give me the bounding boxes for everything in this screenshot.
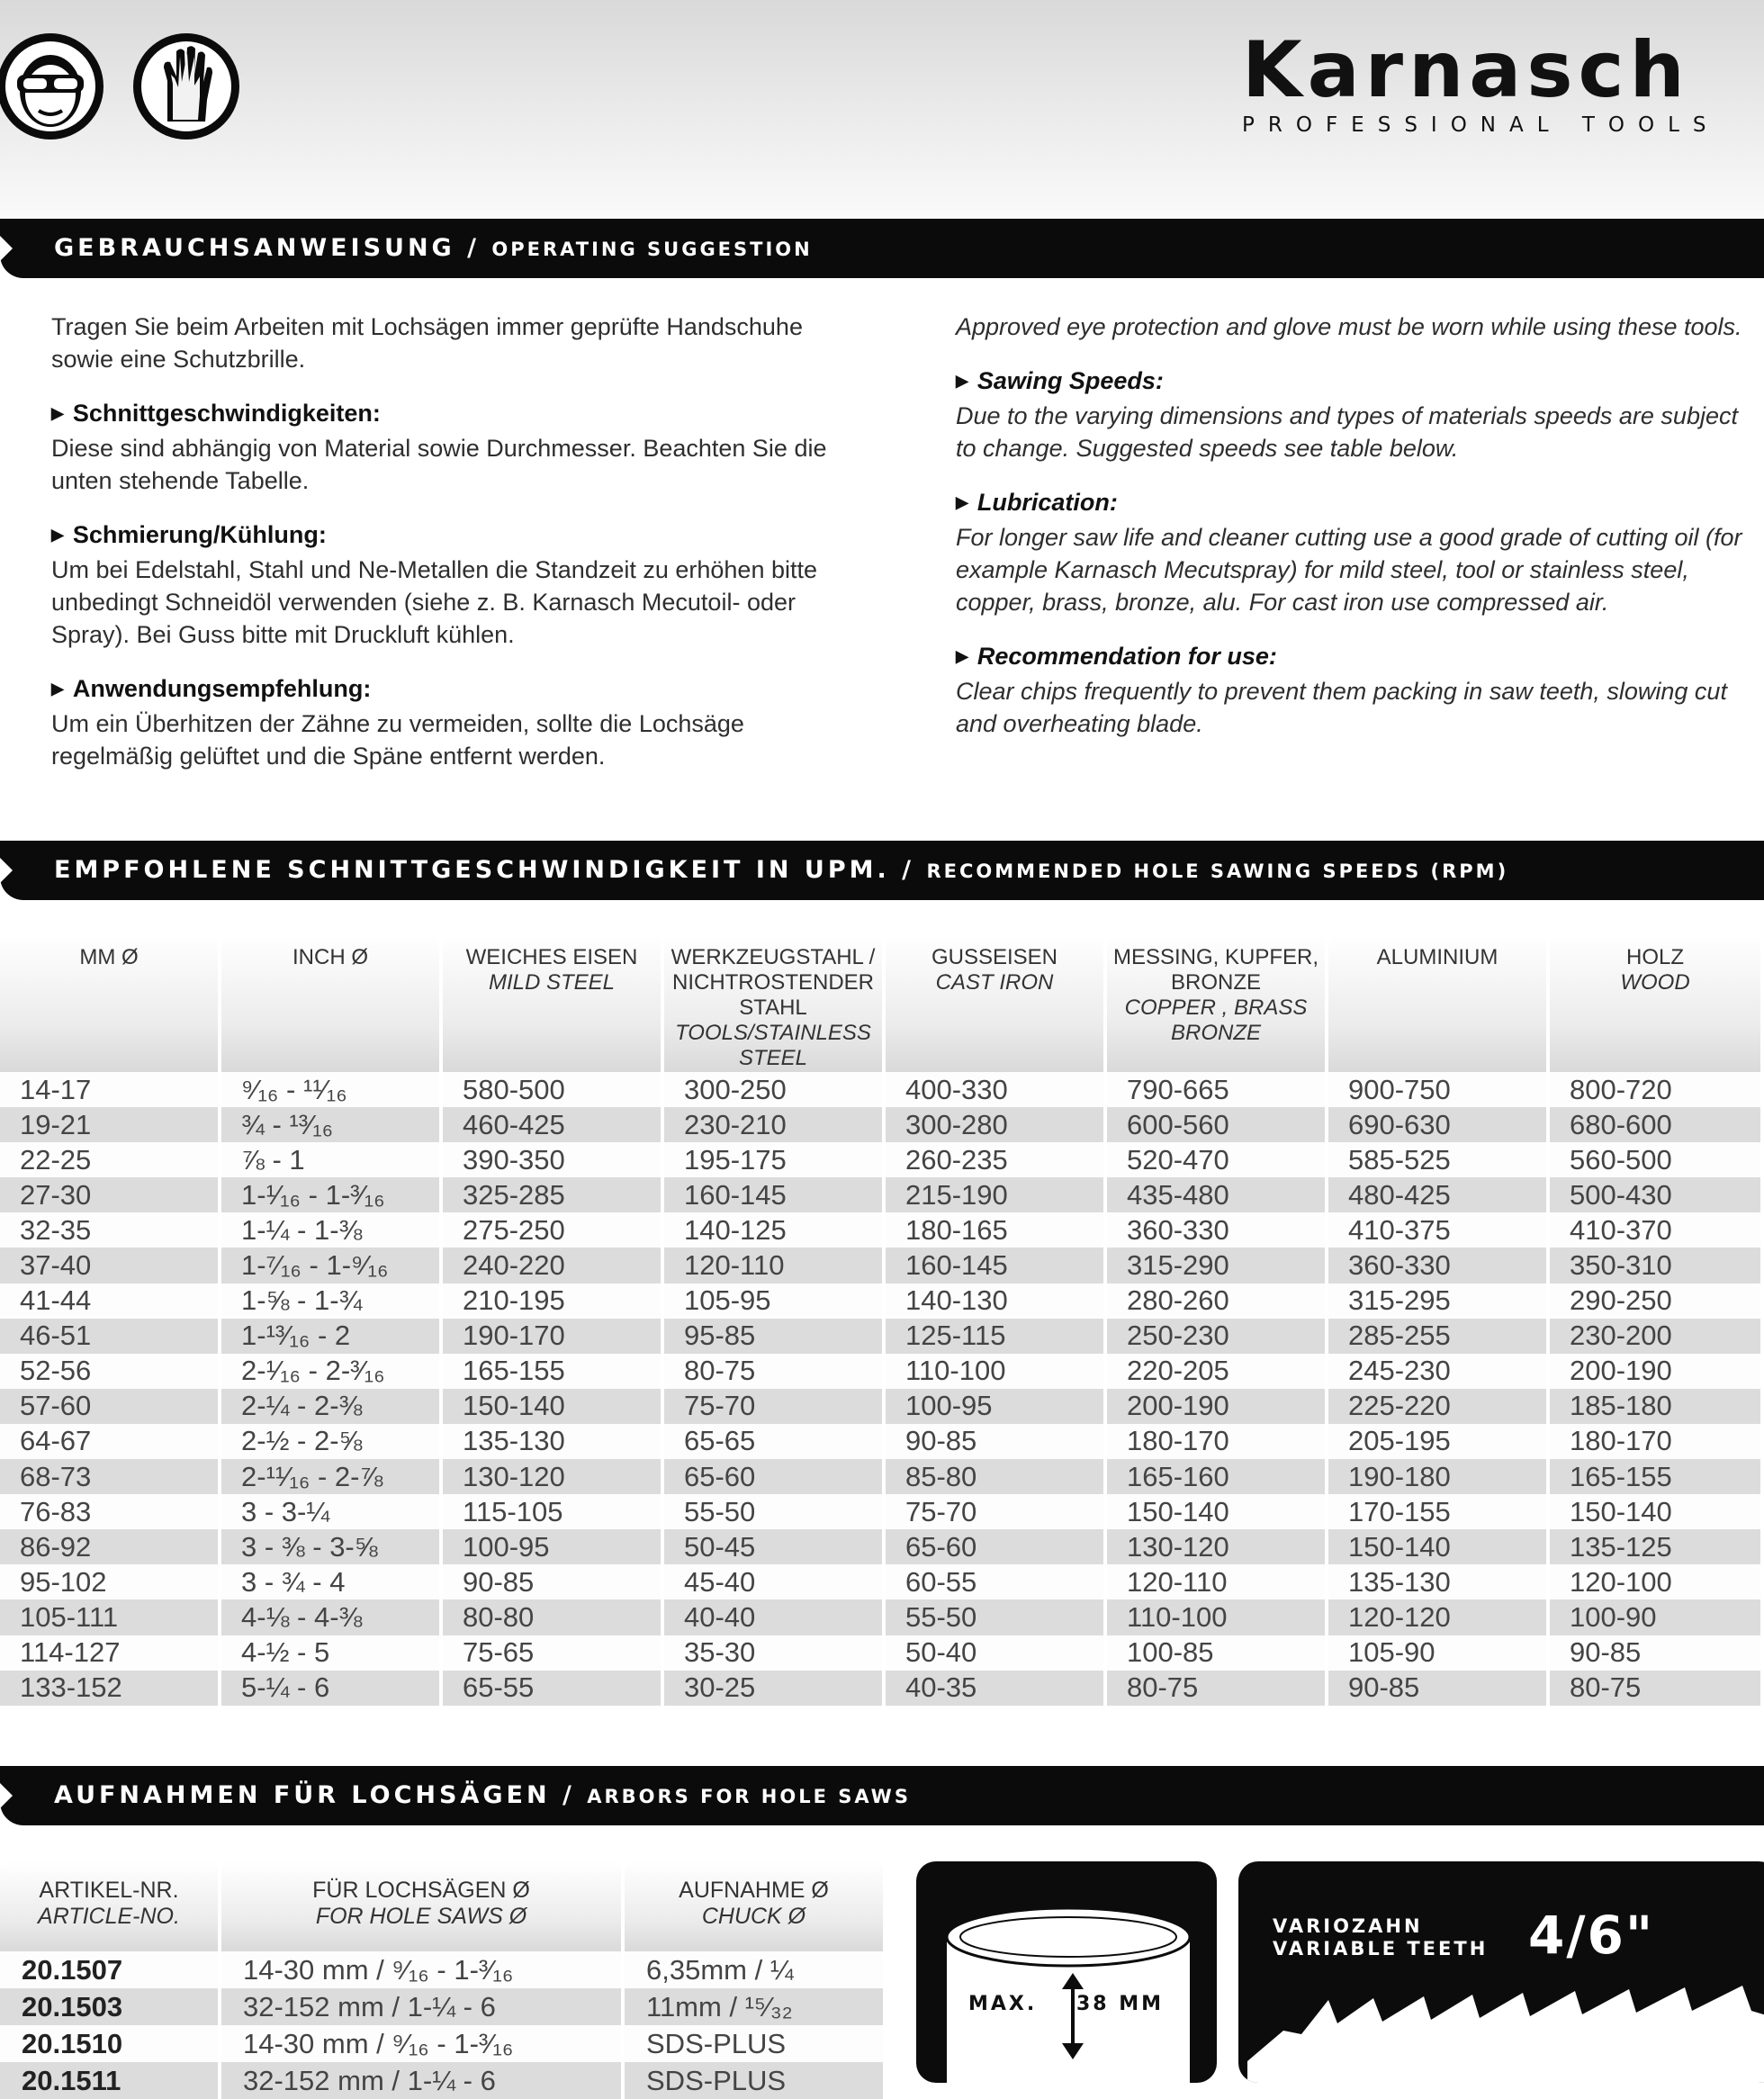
section-arbors-en: ARBORS FOR HOLE SAWS bbox=[587, 1786, 911, 1807]
column-header-de: HOLZ bbox=[1625, 945, 1684, 969]
column-header-en: WOOD bbox=[1620, 970, 1690, 995]
table-cell: 120-110 bbox=[664, 1248, 886, 1283]
table-row bbox=[0, 1142, 1764, 1177]
table-row bbox=[0, 1951, 886, 1988]
table-cell: 140-130 bbox=[886, 1284, 1107, 1319]
text-de: Um ein Überhitzen der Zähne zu vermeiden, sollte die Lochsäge regelmäßig gelüftet und die Späne entfernt werden. bbox=[51, 710, 744, 770]
table-cell: 80-75 bbox=[1107, 1671, 1328, 1706]
instructions-english bbox=[956, 311, 1748, 761]
table-cell: 65-55 bbox=[443, 1671, 664, 1706]
table-cell: 205-195 bbox=[1328, 1424, 1550, 1459]
article-number: 20.1507 bbox=[0, 1951, 221, 1988]
depth-value: 38 MM bbox=[1076, 1993, 1165, 2015]
table-cell: 225-220 bbox=[1328, 1389, 1550, 1424]
brand-tagline: PROFESSIONAL TOOLS bbox=[1242, 113, 1720, 137]
safety-goggles-icon bbox=[0, 32, 105, 141]
table-cell: 560-500 bbox=[1550, 1142, 1764, 1177]
table-cell: 32-152 mm / 1-¼ - 6 bbox=[221, 2062, 625, 2099]
table-cell: 900-750 bbox=[1328, 1072, 1550, 1107]
table-cell: 1-⅝ - 1-¾ bbox=[221, 1284, 443, 1319]
table-cell: 190-180 bbox=[1328, 1459, 1550, 1494]
column-header bbox=[221, 934, 443, 1072]
table-cell: 100-95 bbox=[443, 1529, 664, 1564]
table-cell: ⁹⁄₁₆ - ¹¹⁄₁₆ bbox=[221, 1072, 443, 1107]
column-header bbox=[0, 934, 221, 1072]
table-cell: 200-190 bbox=[1107, 1389, 1328, 1424]
text-de: Diese sind abhängig von Material sowie Durchmesser. Beachten Sie die unten stehende Tabelle. bbox=[51, 435, 827, 494]
speed-table bbox=[0, 934, 1764, 1706]
table-cell: 150-140 bbox=[1328, 1529, 1550, 1564]
table-cell: 800-720 bbox=[1550, 1072, 1764, 1107]
table-cell: 32-152 mm / 1-¼ - 6 bbox=[221, 1988, 625, 2025]
table-cell: 135-125 bbox=[1550, 1529, 1764, 1564]
table-cell: 690-630 bbox=[1328, 1107, 1550, 1142]
table-cell: 86-92 bbox=[0, 1529, 221, 1564]
table-cell: 2-¼ - 2-⅜ bbox=[221, 1389, 443, 1424]
table-cell: 165-160 bbox=[1107, 1459, 1328, 1494]
heading-de: ▶ Anwendungsempfehlung: bbox=[51, 672, 861, 707]
table-cell: 1-¹⁄₁₆ - 1-³⁄₁₆ bbox=[221, 1177, 443, 1212]
cutting-depth-badge bbox=[916, 1861, 1217, 2083]
table-cell: ⅞ - 1 bbox=[221, 1142, 443, 1177]
table-cell: 580-500 bbox=[443, 1072, 664, 1107]
table-cell: 11mm / ¹⁵⁄₃₂ bbox=[625, 1988, 886, 2025]
table-cell: 55-50 bbox=[886, 1599, 1107, 1635]
heading-en: ▶ Recommendation for use: bbox=[956, 640, 1748, 675]
variable-teeth-badge bbox=[1238, 1861, 1764, 2083]
table-cell: 115-105 bbox=[443, 1494, 664, 1529]
table-cell: 105-111 bbox=[0, 1599, 221, 1635]
table-cell: 280-260 bbox=[1107, 1284, 1328, 1319]
table-cell: 3 - ¾ - 4 bbox=[221, 1564, 443, 1599]
table-cell: 40-35 bbox=[886, 1671, 1107, 1706]
table-cell: 2-¹⁄₁₆ - 2-³⁄₁₆ bbox=[221, 1354, 443, 1389]
table-cell: 170-155 bbox=[1328, 1494, 1550, 1529]
table-cell: 105-90 bbox=[1328, 1635, 1550, 1671]
table-cell: 4-½ - 5 bbox=[221, 1635, 443, 1671]
table-cell: 390-350 bbox=[443, 1142, 664, 1177]
column-header bbox=[625, 1861, 886, 1951]
column-header bbox=[886, 934, 1107, 1072]
table-cell: 260-235 bbox=[886, 1142, 1107, 1177]
text-de: Um bei Edelstahl, Stahl und Ne-Metallen die Standzeit zu erhöhen bitte unbedingt Schneidöl verwenden (siehe z. B. Karnasch Mecutoil- oder Spray). Bei Guss bitte mit Druckluft kühlen. bbox=[51, 556, 818, 648]
table-row bbox=[0, 1988, 886, 2025]
heading-en: ▶ Lubrication: bbox=[956, 486, 1748, 521]
table-cell: 410-370 bbox=[1550, 1212, 1764, 1248]
table-cell: 3 - 3-¼ bbox=[221, 1494, 443, 1529]
table-cell: 245-230 bbox=[1328, 1354, 1550, 1389]
table-cell: 285-255 bbox=[1328, 1319, 1550, 1354]
section-speeds-en: RECOMMENDED HOLE SAWING SPEEDS (RPM) bbox=[926, 860, 1509, 882]
table-cell: 76-83 bbox=[0, 1494, 221, 1529]
table-cell: 300-250 bbox=[664, 1072, 886, 1107]
table-cell: 215-190 bbox=[886, 1177, 1107, 1212]
table-cell: 460-425 bbox=[443, 1107, 664, 1142]
intro-de: Tragen Sie beim Arbeiten mit Lochsägen immer geprüfte Handschuhe sowie eine Schutzbrille. bbox=[51, 313, 803, 373]
table-cell: 230-210 bbox=[664, 1107, 886, 1142]
table-cell: 2-½ - 2-⅝ bbox=[221, 1424, 443, 1459]
table-cell: 585-525 bbox=[1328, 1142, 1550, 1177]
table-cell: 325-285 bbox=[443, 1177, 664, 1212]
column-header-de: MM Ø bbox=[79, 945, 139, 969]
column-header-de: ARTIKEL-NR. bbox=[39, 1878, 179, 1903]
table-cell: 55-50 bbox=[664, 1494, 886, 1529]
column-header-de: WEICHES EISEN bbox=[465, 945, 638, 969]
column-header-en: CHUCK Ø bbox=[701, 1904, 806, 1929]
block-de bbox=[51, 518, 861, 651]
text-en: Due to the varying dimensions and types of materials speeds are subject to change. Suggested speeds see table below. bbox=[956, 402, 1738, 462]
table-cell: 135-130 bbox=[1328, 1564, 1550, 1599]
table-row bbox=[0, 1212, 1764, 1248]
block-en bbox=[956, 640, 1748, 740]
table-row bbox=[0, 1671, 1764, 1706]
table-cell: 410-375 bbox=[1328, 1212, 1550, 1248]
heading-de: ▶ Schmierung/Kühlung: bbox=[51, 518, 861, 554]
section-operating-header: GEBRAUCHSANWEISUNG / OPERATING SUGGESTION bbox=[0, 219, 1764, 278]
table-cell: 5-¼ - 6 bbox=[221, 1671, 443, 1706]
table-cell: 150-140 bbox=[443, 1389, 664, 1424]
table-cell: 32-35 bbox=[0, 1212, 221, 1248]
table-cell: 57-60 bbox=[0, 1389, 221, 1424]
section-operating-de: GEBRAUCHSANWEISUNG bbox=[54, 234, 455, 262]
table-cell: 100-90 bbox=[1550, 1599, 1764, 1635]
table-cell: 75-65 bbox=[443, 1635, 664, 1671]
column-header bbox=[1328, 934, 1550, 1072]
table-row bbox=[0, 1494, 1764, 1529]
column-header-de: AUFNAHME Ø bbox=[679, 1878, 829, 1903]
table-row bbox=[0, 2025, 886, 2062]
table-cell: 64-67 bbox=[0, 1424, 221, 1459]
heading-de: ▶ Schnittgeschwindigkeiten: bbox=[51, 397, 861, 432]
table-cell: 200-190 bbox=[1550, 1354, 1764, 1389]
table-cell: 1-¼ - 1-⅜ bbox=[221, 1212, 443, 1248]
table-cell: 680-600 bbox=[1550, 1107, 1764, 1142]
table-cell: 110-100 bbox=[1107, 1599, 1328, 1635]
table-cell: 160-145 bbox=[886, 1248, 1107, 1283]
table-cell: 360-330 bbox=[1328, 1248, 1550, 1283]
table-cell: 90-85 bbox=[886, 1424, 1107, 1459]
table-cell: 120-100 bbox=[1550, 1564, 1764, 1599]
instructions-german bbox=[51, 311, 861, 794]
table-cell: 37-40 bbox=[0, 1248, 221, 1283]
table-cell: 30-25 bbox=[664, 1671, 886, 1706]
table-cell: 130-120 bbox=[1107, 1529, 1328, 1564]
teeth-label-en: VARIABLE TEETH bbox=[1273, 1938, 1489, 1959]
table-cell: 46-51 bbox=[0, 1319, 221, 1354]
table-cell: 85-80 bbox=[886, 1459, 1107, 1494]
table-cell: 14-30 mm / ⁹⁄₁₆ - 1-³⁄₁₆ bbox=[221, 1951, 625, 1988]
table-cell: 14-17 bbox=[0, 1072, 221, 1107]
table-cell: 120-120 bbox=[1328, 1599, 1550, 1635]
saw-teeth-icon bbox=[1247, 1980, 1764, 2083]
table-cell: 435-480 bbox=[1107, 1177, 1328, 1212]
table-cell: 350-310 bbox=[1550, 1248, 1764, 1283]
table-cell: 95-102 bbox=[0, 1564, 221, 1599]
table-row bbox=[0, 1599, 1764, 1635]
table-cell: 120-110 bbox=[1107, 1564, 1328, 1599]
table-cell: 50-40 bbox=[886, 1635, 1107, 1671]
column-header-en: MILD STEEL bbox=[488, 970, 616, 995]
article-number: 20.1510 bbox=[0, 2025, 221, 2062]
table-cell: ¾ - ¹³⁄₁₆ bbox=[221, 1107, 443, 1142]
table-cell: 160-145 bbox=[664, 1177, 886, 1212]
text-en: Clear chips frequently to prevent them packing in saw teeth, slowing cut and overheating blade. bbox=[956, 678, 1727, 737]
table-cell: 50-45 bbox=[664, 1529, 886, 1564]
table-cell: 315-295 bbox=[1328, 1284, 1550, 1319]
table-cell: 220-205 bbox=[1107, 1354, 1328, 1389]
table-cell: 80-75 bbox=[1550, 1671, 1764, 1706]
table-cell: SDS-PLUS bbox=[625, 2062, 886, 2099]
table-row bbox=[0, 1424, 1764, 1459]
table-row bbox=[0, 1635, 1764, 1671]
column-header-de: WERKZEUGSTAHL / NICHTROSTENDER STAHL bbox=[670, 945, 876, 1020]
table-cell: 275-250 bbox=[443, 1212, 664, 1248]
table-cell: 210-195 bbox=[443, 1284, 664, 1319]
table-cell: 165-155 bbox=[1550, 1459, 1764, 1494]
table-cell: 105-95 bbox=[664, 1284, 886, 1319]
brand-logo bbox=[1242, 25, 1764, 137]
block-en bbox=[956, 486, 1748, 618]
table-cell: 35-30 bbox=[664, 1635, 886, 1671]
table-cell: 65-60 bbox=[664, 1459, 886, 1494]
table-cell: 2-¹¹⁄₁₆ - 2-⅞ bbox=[221, 1459, 443, 1494]
column-header-de: ALUMINIUM bbox=[1376, 945, 1498, 969]
table-cell: 230-200 bbox=[1550, 1319, 1764, 1354]
table-cell: 75-70 bbox=[886, 1494, 1107, 1529]
table-cell: 100-95 bbox=[886, 1389, 1107, 1424]
table-cell: 125-115 bbox=[886, 1319, 1107, 1354]
table-cell: 790-665 bbox=[1107, 1072, 1328, 1107]
table-cell: 180-165 bbox=[886, 1212, 1107, 1248]
table-row bbox=[0, 2062, 886, 2099]
table-cell: 80-75 bbox=[664, 1354, 886, 1389]
table-cell: 110-100 bbox=[886, 1354, 1107, 1389]
table-cell: 360-330 bbox=[1107, 1212, 1328, 1248]
table-cell: 140-125 bbox=[664, 1212, 886, 1248]
table-cell: 135-130 bbox=[443, 1424, 664, 1459]
table-cell: 400-330 bbox=[886, 1072, 1107, 1107]
table-cell: 150-140 bbox=[1550, 1494, 1764, 1529]
table-cell: 45-40 bbox=[664, 1564, 886, 1599]
column-header bbox=[443, 934, 664, 1072]
column-header-en: ARTICLE-NO. bbox=[38, 1904, 180, 1929]
column-header-de: INCH Ø bbox=[292, 945, 368, 969]
table-cell: 315-290 bbox=[1107, 1248, 1328, 1283]
article-number: 20.1511 bbox=[0, 2062, 221, 2099]
table-row bbox=[0, 1177, 1764, 1212]
table-row bbox=[0, 1529, 1764, 1564]
table-cell: 520-470 bbox=[1107, 1142, 1328, 1177]
column-header bbox=[0, 1861, 221, 1951]
table-cell: 27-30 bbox=[0, 1177, 221, 1212]
table-row bbox=[0, 1564, 1764, 1599]
column-header bbox=[664, 934, 886, 1072]
teeth-value: 4/6" bbox=[1528, 1905, 1655, 1966]
table-cell: 150-140 bbox=[1107, 1494, 1328, 1529]
table-cell: 114-127 bbox=[0, 1635, 221, 1671]
table-cell: 1-⁷⁄₁₆ - 1-⁹⁄₁₆ bbox=[221, 1248, 443, 1283]
table-cell: 180-170 bbox=[1107, 1424, 1328, 1459]
table-cell: 4-⅛ - 4-⅜ bbox=[221, 1599, 443, 1635]
table-cell: 250-230 bbox=[1107, 1319, 1328, 1354]
table-cell: 68-73 bbox=[0, 1459, 221, 1494]
column-header-en: CAST IRON bbox=[935, 970, 1054, 995]
table-cell: 95-85 bbox=[664, 1319, 886, 1354]
table-cell: 90-85 bbox=[1550, 1635, 1764, 1671]
column-header-de: GUSSEISEN bbox=[931, 945, 1058, 969]
section-arbors-de: AUFNAHMEN FÜR LOCHSÄGEN bbox=[54, 1781, 551, 1809]
table-cell: 40-40 bbox=[664, 1599, 886, 1635]
table-cell: 22-25 bbox=[0, 1142, 221, 1177]
table-cell: 3 - ⅜ - 3-⅝ bbox=[221, 1529, 443, 1564]
table-cell: 90-85 bbox=[443, 1564, 664, 1599]
column-header bbox=[221, 1861, 625, 1951]
table-cell: 300-280 bbox=[886, 1107, 1107, 1142]
table-row bbox=[0, 1107, 1764, 1142]
brand-name: Karnasch bbox=[1242, 25, 1690, 115]
depth-label: MAX. bbox=[968, 1993, 1038, 2015]
table-cell: SDS-PLUS bbox=[625, 2025, 886, 2062]
table-cell: 65-65 bbox=[664, 1424, 886, 1459]
table-row bbox=[0, 1354, 1764, 1389]
table-cell: 6,35mm / ¼ bbox=[625, 1951, 886, 1988]
table-cell: 240-220 bbox=[443, 1248, 664, 1283]
table-cell: 130-120 bbox=[443, 1459, 664, 1494]
block-de bbox=[51, 397, 861, 497]
column-header-en: TOOLS/STAINLESS STEEL bbox=[675, 1021, 871, 1070]
table-cell: 19-21 bbox=[0, 1107, 221, 1142]
section-arbors-header: AUFNAHMEN FÜR LOCHSÄGEN / ARBORS FOR HOLE SAWS bbox=[0, 1766, 1764, 1825]
table-row bbox=[0, 1248, 1764, 1283]
table-cell: 190-170 bbox=[443, 1319, 664, 1354]
block-de bbox=[51, 672, 861, 772]
table-cell: 90-85 bbox=[1328, 1671, 1550, 1706]
article-number: 20.1503 bbox=[0, 1988, 221, 2025]
column-header-de: FÜR LOCHSÄGEN Ø bbox=[312, 1878, 530, 1903]
column-header-en: COPPER , BRASS BRONZE bbox=[1124, 995, 1308, 1045]
table-cell: 600-560 bbox=[1107, 1107, 1328, 1142]
column-header-de: MESSING, KUPFER, BRONZE bbox=[1112, 945, 1319, 995]
table-cell: 65-60 bbox=[886, 1529, 1107, 1564]
section-speeds-de: EMPFOHLENE SCHNITTGESCHWINDIGKEIT IN UPM. bbox=[54, 856, 890, 884]
column-header-en: FOR HOLE SAWS Ø bbox=[315, 1904, 527, 1929]
column-header bbox=[1550, 934, 1764, 1072]
teeth-label-de: VARIOZAHN bbox=[1273, 1915, 1423, 1937]
section-operating-en: OPERATING SUGGESTION bbox=[491, 239, 813, 260]
table-cell: 60-55 bbox=[886, 1564, 1107, 1599]
arbor-table bbox=[0, 1861, 886, 2099]
block-en bbox=[956, 365, 1748, 464]
heading-en: ▶ Sawing Speeds: bbox=[956, 365, 1748, 400]
table-cell: 75-70 bbox=[664, 1389, 886, 1424]
table-cell: 195-175 bbox=[664, 1142, 886, 1177]
table-cell: 80-80 bbox=[443, 1599, 664, 1635]
safety-gloves-icon bbox=[131, 32, 241, 141]
table-row bbox=[0, 1459, 1764, 1494]
table-cell: 500-430 bbox=[1550, 1177, 1764, 1212]
table-row bbox=[0, 1389, 1764, 1424]
table-cell: 1-¹³⁄₁₆ - 2 bbox=[221, 1319, 443, 1354]
table-cell: 165-155 bbox=[443, 1354, 664, 1389]
text-en: For longer saw life and cleaner cutting use a good grade of cutting oil (for example Karnasch Mecutspray) for mild steel, tool or stainless steel, copper, brass, bronze, alu. For cast iron use compressed air. bbox=[956, 524, 1742, 616]
table-cell: 41-44 bbox=[0, 1284, 221, 1319]
column-header bbox=[1107, 934, 1328, 1072]
table-cell: 100-85 bbox=[1107, 1635, 1328, 1671]
table-cell: 14-30 mm / ⁹⁄₁₆ - 1-³⁄₁₆ bbox=[221, 2025, 625, 2062]
table-row bbox=[0, 1319, 1764, 1354]
section-speeds-header: EMPFOHLENE SCHNITTGESCHWINDIGKEIT IN UPM. / RECOMMENDED HOLE SAWING SPEEDS (RPM) bbox=[0, 841, 1764, 900]
table-row bbox=[0, 1072, 1764, 1107]
table-cell: 290-250 bbox=[1550, 1284, 1764, 1319]
table-row bbox=[0, 1284, 1764, 1319]
table-cell: 133-152 bbox=[0, 1671, 221, 1706]
intro-en: Approved eye protection and glove must be worn while using these tools. bbox=[956, 313, 1742, 340]
table-cell: 185-180 bbox=[1550, 1389, 1764, 1424]
table-cell: 180-170 bbox=[1550, 1424, 1764, 1459]
table-cell: 480-425 bbox=[1328, 1177, 1550, 1212]
table-cell: 52-56 bbox=[0, 1354, 221, 1389]
